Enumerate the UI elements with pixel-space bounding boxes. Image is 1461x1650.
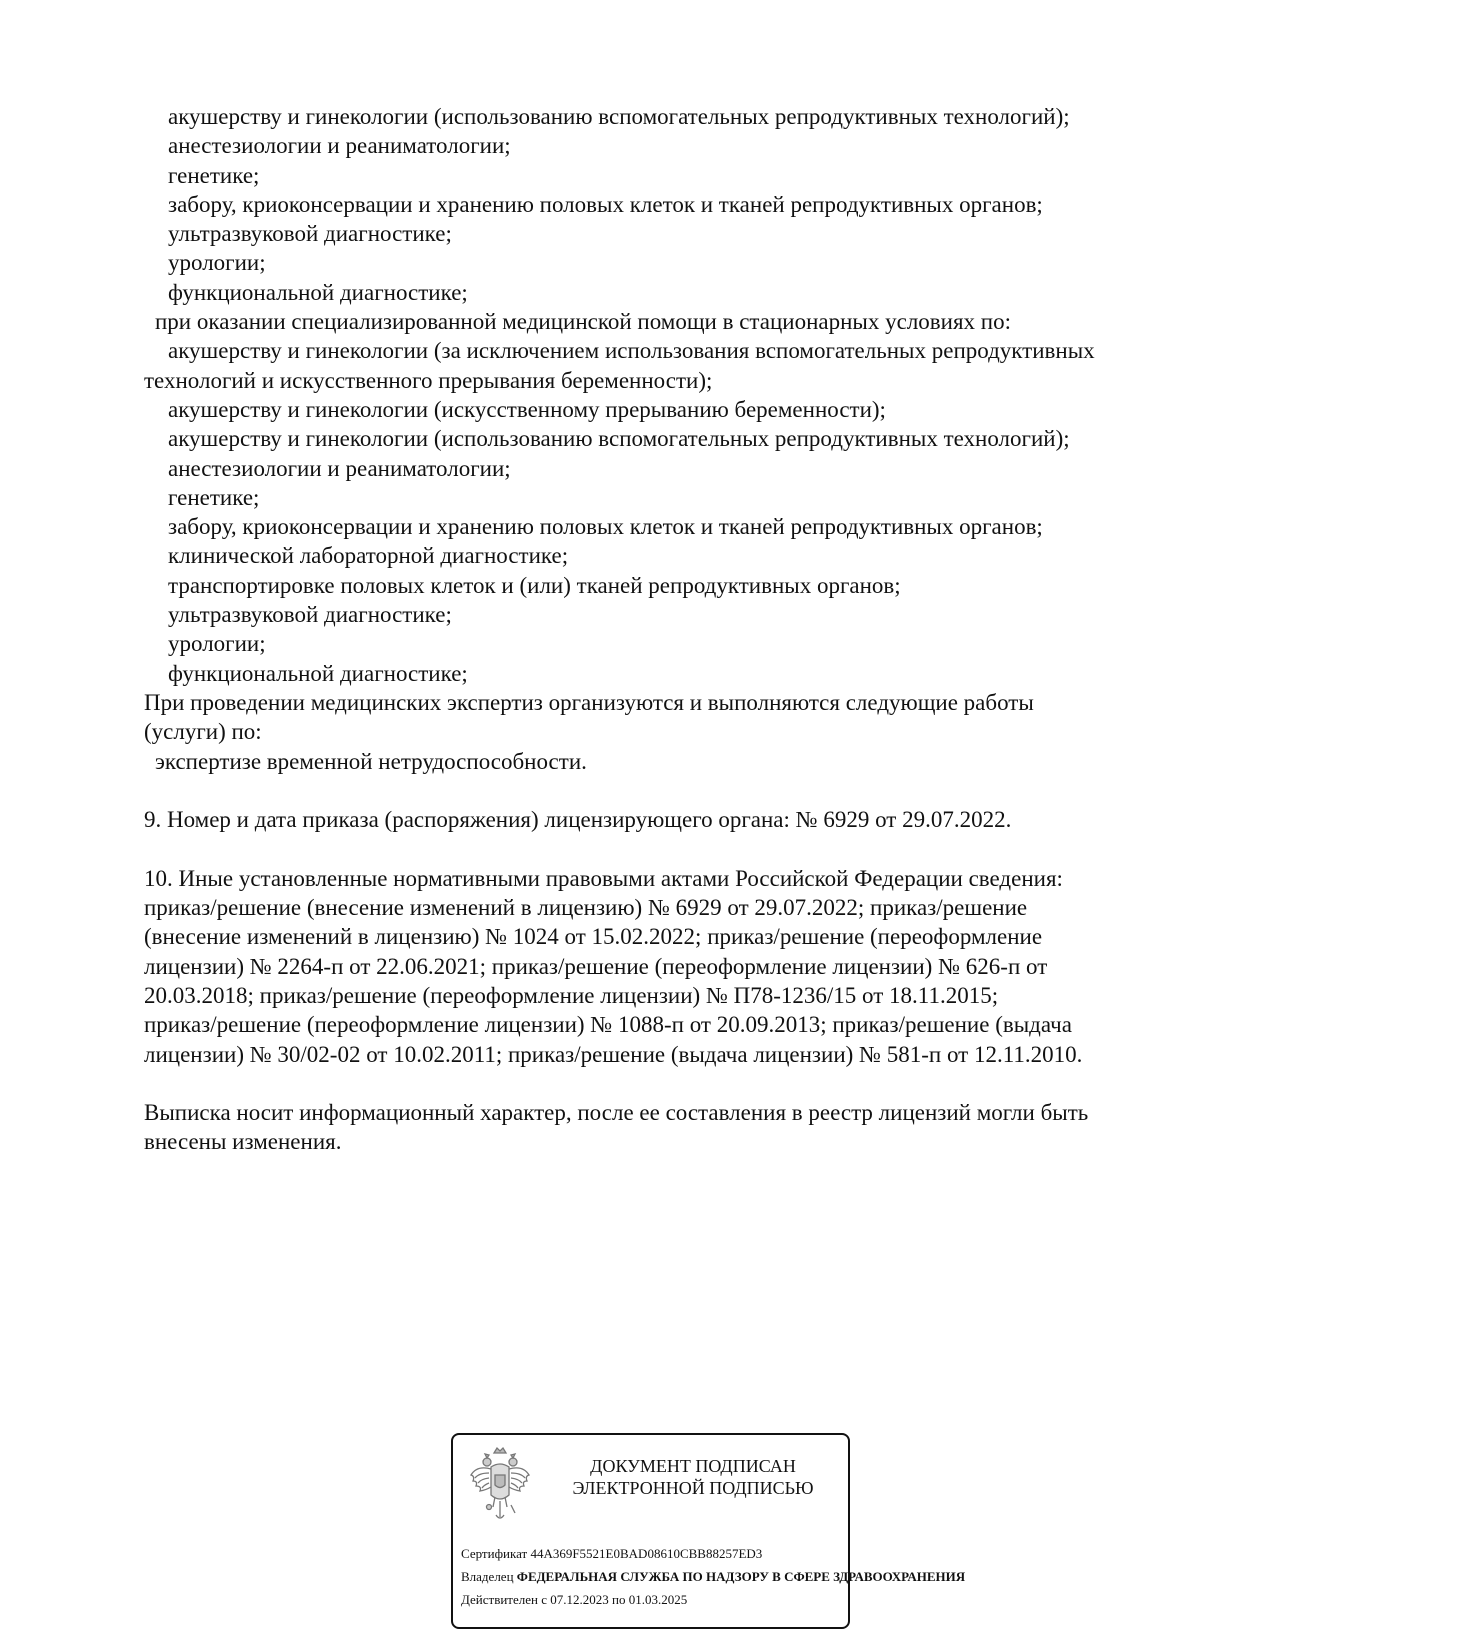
service-line: экспертизе временной нетрудоспособности. [155,748,587,774]
section-heading-line: При проведении медицинских экспертиз организуются и выполняются следующие работы [144,689,1034,715]
service-line: ультразвуковой диагностике; [168,221,452,247]
section-heading-line: (услуги) по: [144,719,262,745]
order-number-item: 9. Номер и дата приказа (распоряжения) лицензирующего органа: № 6929 от 29.07.2022. [144,807,1012,833]
service-line: забору, криоконсервации и хранению половых клеток и тканей репродуктивных органов; [168,514,1043,540]
service-line: забору, криоконсервации и хранению половых клеток и тканей репродуктивных органов; [168,191,1043,217]
service-line: генетике; [168,484,260,510]
other-info-line: лицензии) № 30/02-02 от 10.02.2011; приказ/решение (выдача лицензии) № 581-п от 12.11.2010. [144,1041,1083,1067]
service-line: урологии; [168,631,266,657]
service-line: акушерству и гинекологии (использованию вспомогательных репродуктивных технологий); [168,426,1070,452]
service-line: анестезиологии и реаниматологии; [168,133,511,159]
other-info-line: (внесение изменений в лицензию) № 1024 от 15.02.2022; приказ/решение (переоформление [144,924,1043,950]
validity-line: Действителен с 07.12.2023 по 01.03.2025 [461,1592,688,1607]
service-line: ультразвуковой диагностике; [168,602,452,628]
service-line: урологии; [168,250,266,276]
other-info-line: лицензии) № 2264-п от 22.06.2021; приказ/решение (переоформление лицензии) № 626-п от [144,953,1048,979]
service-line: клинической лабораторной диагностике; [168,543,569,569]
service-line: акушерству и гинекологии (использованию вспомогательных репродуктивных технологий); [168,104,1070,129]
certificate-value: 44A369F5521E0BAD08610CBB88257ED3 [530,1546,763,1561]
other-info-line: приказ/решение (внесение изменений в лицензию) № 6929 от 29.07.2022; приказ/решение [144,895,1028,921]
section-heading-line: при оказании специализированной медицинской помощи в стационарных условиях по: [155,309,1011,335]
service-line-continuation: технологий и искусственного прерывания беременности); [144,367,713,393]
disclaimer-line: внесены изменения. [144,1129,342,1155]
paragraph-gap [144,834,1154,863]
owner-line [461,1565,1461,1588]
paragraph-gap [144,776,1154,805]
coat-of-arms-icon [467,1445,533,1525]
paragraph-gap [144,1069,1154,1098]
other-info-line: 10. Иные установленные нормативными правовыми актами Российской Федерации сведения: [144,865,1063,891]
service-line: генетике; [168,162,260,188]
owner-label: Владелец [461,1569,514,1584]
certificate-line [461,1542,1461,1565]
service-line: акушерству и гинекологии (искусственному прерыванию беременности); [168,396,886,422]
service-line: акушерству и гинекологии (за исключением использования вспомогательных репродуктивных [168,338,1095,364]
stamp-title-line: ЭЛЕКТРОННОЙ ПОДПИСЬЮ [572,1478,814,1498]
stamp-title-line: ДОКУМЕНТ ПОДПИСАН [590,1456,796,1476]
document-body [144,102,1154,1157]
disclaimer-line: Выписка носит информационный характер, после ее составления в реестр лицензий могли быть [144,1100,1089,1126]
service-line: транспортировке половых клеток и (или) тканей репродуктивных органов; [168,572,901,598]
other-info-line: 20.03.2018; приказ/решение (переоформление лицензии) № П78-1236/15 от 18.11.2015; [144,982,999,1008]
service-line: функциональной диагностике; [168,279,468,305]
service-line: функциональной диагностике; [168,660,468,686]
stamp-details [461,1542,1461,1611]
owner-value: ФЕДЕРАЛЬНАЯ СЛУЖБА ПО НАДЗОРУ В СФЕРЕ ЗДРАВООХРАНЕНИЯ [516,1569,966,1584]
other-info-line: приказ/решение (переоформление лицензии) № 1088-п от 20.09.2013; приказ/решение (выдача [144,1012,1072,1038]
service-line: анестезиологии и реаниматологии; [168,455,511,481]
electronic-signature-stamp [451,1433,966,1629]
certificate-label: Сертификат [461,1546,528,1561]
stamp-title [545,1455,841,1499]
